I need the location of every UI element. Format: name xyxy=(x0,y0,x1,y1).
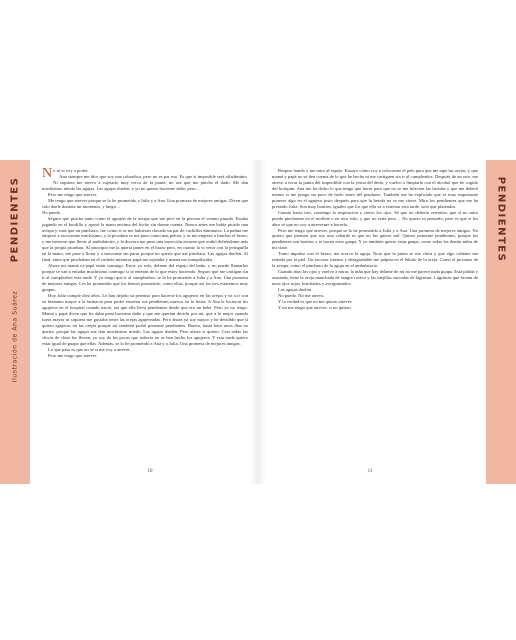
paragraph: Y la verdad es que no me quiero atrever. xyxy=(278,298,353,304)
book-spine xyxy=(250,160,266,484)
series-title-right-text: PENDIENTES xyxy=(495,176,507,262)
paragraph: Las agujas duelen. xyxy=(278,287,313,293)
paragraph: Hoy Julia cumple diez años. Le han dejado su permiso para hacerse los agujeros en las orejas y va a ir con su hermano mayor a la farmacia para poder estrenar sus pendientes nuevos en la fiesta. A Ana le hicieron los agujeros en el hospital cuando nació, así que ella lleva pendientes desde que era un bebé. Pero yo no tengo. Mamá y papá dicen que les daba pena hacerme daño y que me querían decidir por mí, que a lo mejor cuando fuera mayor ni siquiera me gustaba tener las orejas agujereadas. Pero ahora ya soy mayor y he decidido que sí quiero agujeros en las orejas porque así también podré ponerme pendientes. Bueno, hasta hace unos días no quería, porque las agujas me dan muchísimo miedo. Las agujas duelen. Pero ahora sí quiero. Casi todas las chicas de clase los llevan, yo soy de las pocas que todavía no se han hecho los agujeros. Y esta tarde quiero estar igual de guapa que ellas. Además, se lo he prometido a Ana y a Julia. Una promesa de mejores amigas. xyxy=(42,293,248,346)
paragraph: Pero me tengo que atrever. xyxy=(48,352,98,358)
right-page-text xyxy=(272,168,478,311)
paragraph: No puedo. No me atrevo. xyxy=(278,293,325,299)
paragraph: Respiro hondo y me miro al espejo. Ensayo cómo voy a colocarme el pelo para que me tape las orejas, y que mamá y papá no se den cuenta de lo que he hecho ni me castiguen sin ir al cumpleaños. Después de un rato, me atrevo a tocar la punta del imperdible con la yema del dedo, y vuelvo a limpiarla con el alcohol que he cogido del botiquín. Ana me ha dicho lo que tengo que hacer para que no se me infecten las heridas y que me deberé menos si me pongo un poco de hielo antes del pinchazo. También me ha explicado que es muy importante ponerse algo en el agujero justo después para que la herida no se me cierre. Miro los pendientes que me ha prestado Julia. Son muy bonitos, iguales que los que ella va a estrenar esta tarde, solo que plateados. xyxy=(272,168,478,209)
book-spread xyxy=(0,160,516,484)
paragraph: Cuando abro los ojos y vuelvo a mirar, la niña que hay delante de mí no me parece nada guapa. Está pálida y asustada, tiene la oreja manchada de sangre roseca y las mejillas surcadas de lágrimas. Lágrimas que brotan de unos ojos rojos, hinchados y avergonzados. xyxy=(272,269,478,287)
paragraph: Pero me tengo que atrever, porque se lo he prometido a Julia y a Ana. Una promesa de mejores amigas. No quiero que piensen que soy una cobarde ni que no las quiero mil. Quiero ponerme pendientes, porque los pendientes son bonitos y te hacen estar guapa. Y yo también quiero estar guapa, como todas las demás niñas de mi clase. xyxy=(272,227,478,251)
page-number-left: 10 xyxy=(147,469,153,474)
paragraph: Me tengo que atrever porque se lo he prometido a Julia y a Ana. Una promesa de mejores amigas. Dicen que solo duele durante un momento, y luego… xyxy=(42,197,248,209)
left-page-text xyxy=(42,168,248,359)
right-side-band xyxy=(486,160,516,484)
paragraph: Pero me tengo que atrever. xyxy=(48,191,98,197)
page-number-right: 11 xyxy=(367,469,373,474)
illustrator-credit xyxy=(8,276,22,396)
series-title-vertical xyxy=(8,164,22,274)
paragraph: Tomo impulso con el brazo, me acerco la aguja. Noto que la punta se me clava y que algo caliente me resbala por la piel. Un escozor intenso y desagradable me palpita en el lóbulo de la oreja. Como el picotazo de la avispa, como el pinchazo de la aguja en el ambulatorio. xyxy=(272,251,478,269)
paragraph: Cuento hasta tres, contengo la respiración y cierro los ojos. Sé que no debería cerrarlos, que si no miro puedo pincharme en el moflete o en otro sitio, y que no sería peor… No quiero ni pensarlo, pero es que si los abro sé que no voy a atreverme a hacerlo. xyxy=(272,209,478,227)
paragraph: Y no me tengo que atrever, si no quiero. xyxy=(278,304,352,310)
left-side-band xyxy=(0,160,30,484)
paragraph: Ahora mi mamá ni papá están conmigo. Estoy yo sola, delante del espejo del baño, y no puedo llamarlos porque se van a enfadar muchísimo conmigo si se enteran de lo que estoy haciendo. Seguro que me castigan sin ir al cumpleaños esta tarde. Y yo tengo que ir al cumpleaños, se lo he prometido a Julia y a Ana. Una promesa de mejores amigas. Les he prometido que los hemos prometido, como ellas, porque así las tres estaremos muy guapas. xyxy=(42,263,248,293)
series-title-text: PENDIENTES xyxy=(9,176,21,262)
paragraph: No sé si voy a poder. xyxy=(42,166,89,181)
illustrator-credit-text: Ilustración de Ana Suárez xyxy=(11,290,19,382)
drop-cap: N xyxy=(42,166,53,181)
paragraph: Ana siempre me dice que soy una cobardica, pero no es por eso. Es que si imposible será alfadiminto. Ni siquiera me atrevo a sujetarlo muy cerca de la punta, no sea que me pinche el dado. Me dan muchísimo miedo las agujas. Las agujas duelen, y yo no quiero hacerme daño, pero… xyxy=(42,173,248,191)
paragraph: Lo que pasa es que no sé si me voy a atrever. xyxy=(48,346,131,352)
series-title-vertical-right xyxy=(494,164,508,274)
paragraph: No puedo. xyxy=(42,209,62,215)
paragraph: Seguro que pincha tanto como el aguijón de la avispa que me picó en la piscina el verano pasado. Estaba jugando en el bordillo y apoyé la mano encima del bicho sin darme cuenta. Nunca antes me había picado una avispa y, más que un pinchazo, fue como si se me hubieran clavado un par de cuchillos diminutos. La palma me empezó a ascocerme muchísimo, y la picadura se me puso como una pelota, y se me empezó a hinchar el brazo, y me tuvieron que llevar al ambulatorio, y la doctora me puso una inyección enorme que acabó doliéndome más que la propia picadura. Al principio me la quería poner en el brazo pero, en cuanto la vi venir con la jeringuilla en la mano, me puse a llorar y a moverme sin parar porque no quería que me pinchara. Las agujas duelen. Al final, entre que pinchaban en el cachete mientras papá me sujetaba y mamá me tranquilizaba. xyxy=(42,215,249,263)
